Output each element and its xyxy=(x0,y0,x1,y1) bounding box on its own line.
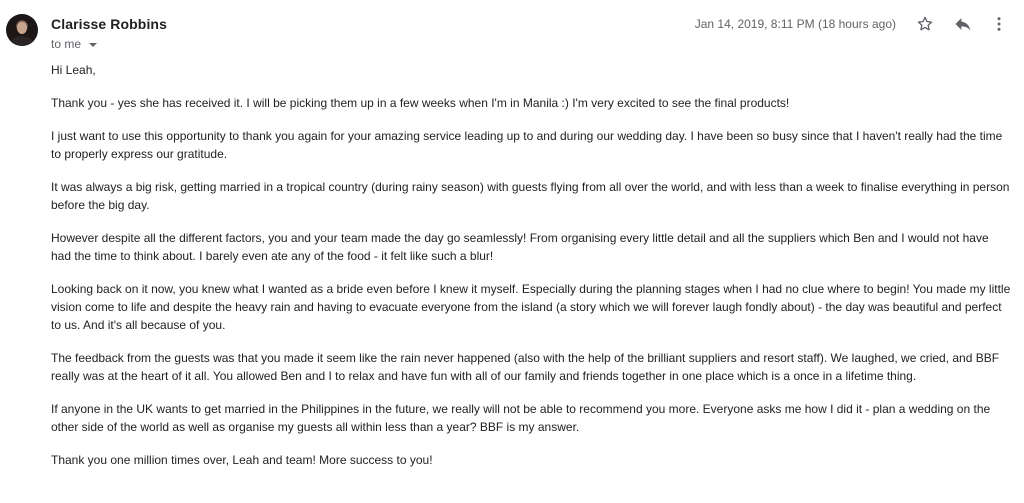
reply-icon xyxy=(953,14,973,34)
body-paragraph: The feedback from the guests was that you made it seem like the rain never happened (also with the help of the brilliant suppliers and resort staff). We laughed, we cried, and BBF really was at the heart of it all. You allowed Ben and I to relax and have fun with all of our family and friends together in one place which is a once in a lifetime thing. xyxy=(51,351,1000,383)
sender-name[interactable]: Clarisse Robbins xyxy=(51,16,167,32)
body-paragraph: If anyone in the UK wants to get married in the Philippines in the future, we really will not be able to recommend you more. Everyone asks me how I did it - plan a wedding on the other side of the world as well as organise my guests all within less than a year? BBF is my answer. xyxy=(51,402,991,434)
avatar-shoulders xyxy=(11,36,33,46)
body-paragraph: However despite all the different factors, you and your team made the day go seamlessly! From organising every little detail and all the suppliers which Ben and I would not have had the time to think about. I barely even ate any of the food - it felt like such a blur! xyxy=(51,231,989,263)
more-options-button[interactable] xyxy=(988,13,1010,35)
body-paragraph: It was always a big risk, getting married in a tropical country (during rainy season) with guests flying from all over the world, and with less than a week to finalise everything in person before the big day. xyxy=(51,180,1010,212)
body-paragraph: Thank you one million times over, Leah and team! More success to you! xyxy=(51,453,433,467)
caret-down-icon xyxy=(89,43,97,47)
avatar[interactable] xyxy=(6,14,38,46)
greeting: Hi Leah, xyxy=(51,63,96,77)
body-paragraph: I just want to use this opportunity to thank you again for your amazing service leading up to and during our wedding day. I have been so busy since that I haven't really had the time to properly express our gratitude. xyxy=(51,129,1003,161)
message-body xyxy=(51,61,1011,484)
recipient-details-toggle[interactable] xyxy=(51,37,97,51)
avatar-face xyxy=(17,22,27,34)
message-date: Jan 14, 2019, 8:11 PM (18 hours ago) xyxy=(694,17,896,31)
body-paragraph: Looking back on it now, you knew what I wanted as a bride even before I knew it myself. Especially during the planning stages when I had no clue where to begin! You made my little vision come to life and despite the heavy rain and having to evacuate everyone from the island (a story which we will forever laugh fondly about) - the day was beautiful and perfect to us. And it's all because of you. xyxy=(51,282,1011,332)
more-vertical-icon xyxy=(990,15,1008,33)
reply-button[interactable] xyxy=(952,13,974,35)
body-paragraph: Thank you - yes she has received it. I will be picking them up in a few weeks when I'm in Manila :) I'm very excited to see the final products! xyxy=(51,96,790,110)
star-button[interactable] xyxy=(914,13,936,35)
recipient-label: to me xyxy=(51,37,82,51)
star-icon xyxy=(916,15,934,33)
